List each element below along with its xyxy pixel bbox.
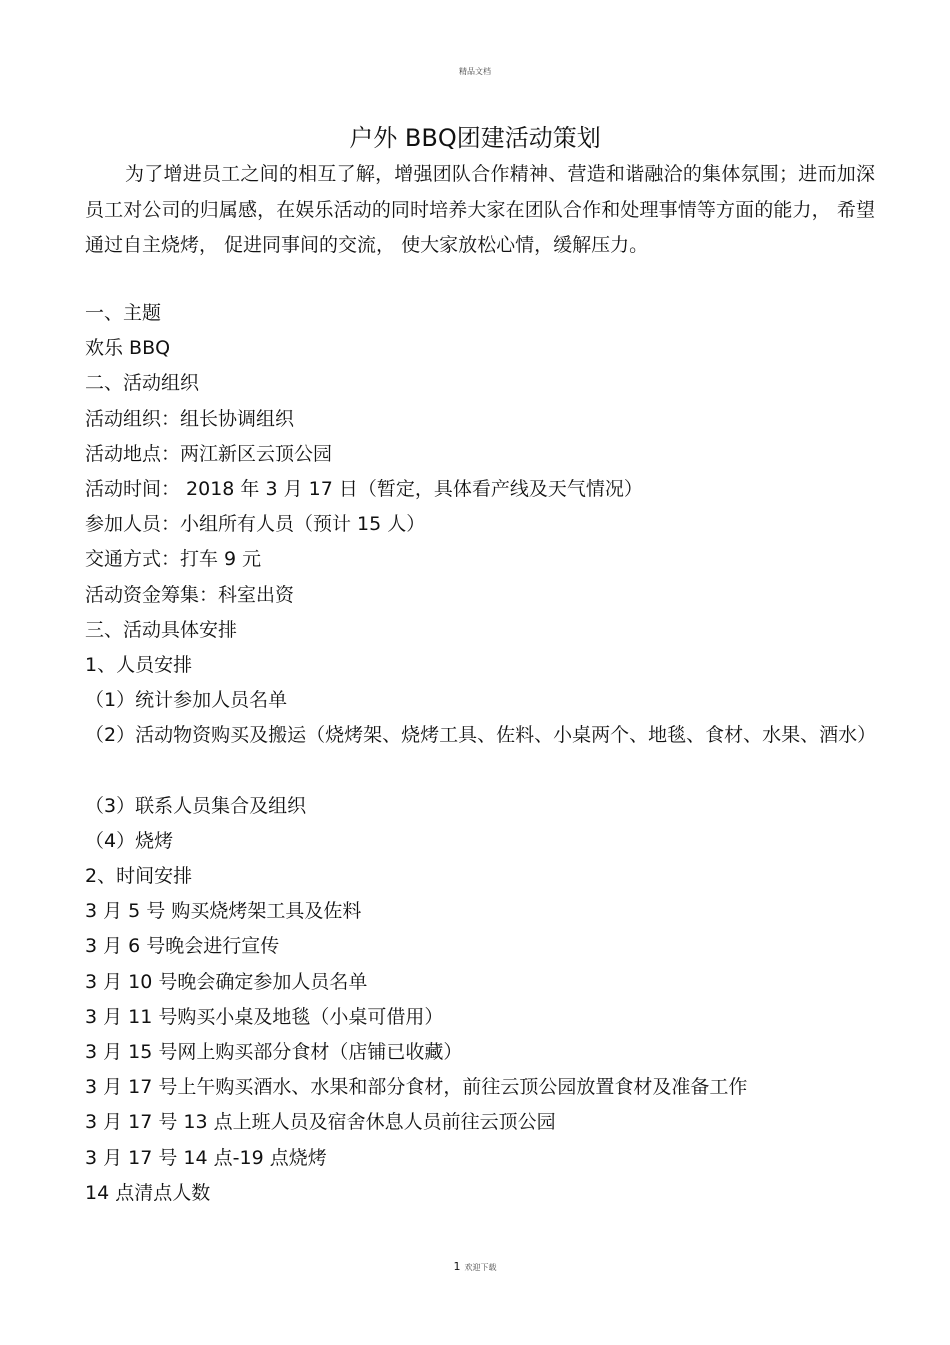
footer <box>0 1260 950 1273</box>
funding-line: 活动资金筹集：科室出资 <box>85 583 295 606</box>
intro-paragraph: 为了增进员工之间的相互了解，增强团队合作精神、营造和谐融洽的集体氛围；进而加深员工对公司的归属感，在娱乐活动的同时培养大家在团队合作和处理事情等方面的能力， 希望通过自主烧烤， 促进同事间的交流， 使大家放松心情，缓解压力。 <box>85 163 875 256</box>
staff-item-2: （2）活动物资购买及搬运（烧烤架、烧烤工具、佐料、小桌两个、地毯、食材、水果、酒水） <box>85 724 877 747</box>
staff-item-1: （1）统计参加人员名单 <box>85 689 288 712</box>
timeline-item: 14 点清点人数 <box>85 1181 211 1204</box>
theme-text: 欢乐 BBQ <box>85 337 171 360</box>
staff-item-4: （4）烧烤 <box>85 829 174 852</box>
transport-line: 交通方式：打车 9 元 <box>85 548 262 571</box>
document-title: 户外 BBQ团建活动策划 <box>349 124 601 152</box>
location-line: 活动地点：两江新区云顶公园 <box>85 442 333 465</box>
header-note: 精品文档 <box>459 67 491 76</box>
participants-line: 参加人员：小组所有人员（预计 15 人） <box>85 513 426 536</box>
timeline-item: 3 月 15 号网上购买部分食材（店铺已收藏） <box>85 1040 463 1063</box>
section-heading-organization: 二、活动组织 <box>85 372 200 395</box>
page-number: 1 <box>453 1260 461 1273</box>
timeline-item: 3 月 17 号 14 点-19 点烧烤 <box>85 1146 327 1169</box>
timeline-item: 3 月 17 号 13 点上班人员及宿舍休息人员前往云顶公园 <box>85 1111 556 1134</box>
subheading-staff: 1、人员安排 <box>85 653 193 676</box>
staff-item-3: （3）联系人员集合及组织 <box>85 794 307 817</box>
timeline-item: 3 月 6 号晚会进行宣传 <box>85 935 280 958</box>
footer-note: 欢迎下载 <box>464 1263 497 1272</box>
organization-line: 活动组织：组长协调组织 <box>85 407 295 430</box>
subheading-timeline: 2、时间安排 <box>85 865 193 888</box>
content-lines <box>85 296 875 1211</box>
timeline-item: 3 月 10 号晚会确定参加人员名单 <box>85 970 368 993</box>
timeline-item: 3 月 17 号上午购买酒水、水果和部分食材，前往云顶公园放置食材及准备工作 <box>85 1076 748 1099</box>
section-heading-theme: 一、主题 <box>85 302 162 324</box>
time-line: 活动时间： 2018 年 3 月 17 日（暂定，具体看产线及天气情况） <box>85 477 643 500</box>
timeline-item: 3 月 5 号 购买烧烤架工具及佐料 <box>85 900 362 923</box>
timeline-item: 3 月 11 号购买小桌及地毯（小桌可借用） <box>85 1005 444 1028</box>
section-heading-schedule: 三、活动具体安排 <box>85 618 238 641</box>
